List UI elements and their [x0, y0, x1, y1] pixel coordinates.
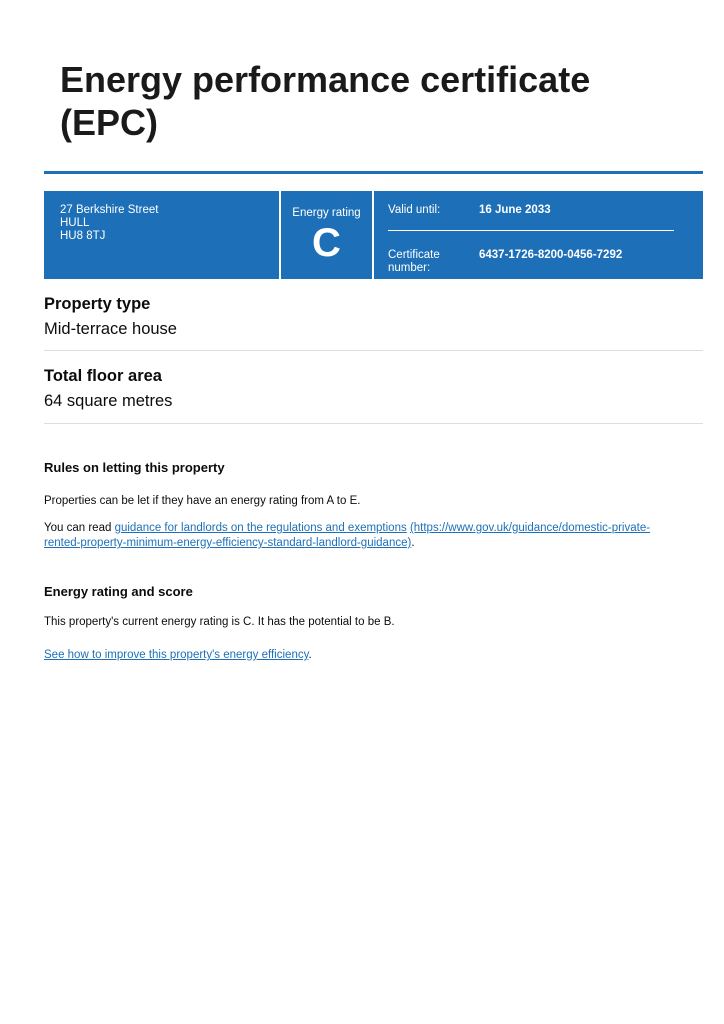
address-town: HULL	[60, 217, 90, 229]
certificate-number-value: 6437-1726-8200-0456-7292	[479, 249, 623, 261]
letting-rules-heading: Rules on letting this property	[44, 460, 225, 475]
guidance-paragraph	[44, 521, 684, 551]
property-type-value: Mid-terrace house	[44, 320, 177, 338]
landlord-guidance-link[interactable]: guidance for landlords on the regulations and exemptions	[114, 522, 407, 534]
guidance-prefix: You can read	[44, 522, 115, 534]
rating-score-heading: Energy rating and score	[44, 584, 193, 599]
rating-score-paragraph: This property's current energy rating is C. It has the potential to be B.	[44, 616, 395, 628]
floor-area-heading: Total floor area	[44, 367, 162, 385]
page-title: Energy performance certificate (EPC)	[60, 59, 591, 143]
improve-efficiency-link[interactable]: See how to improve this property's energy efficiency	[44, 649, 309, 661]
floor-area-section	[44, 366, 703, 411]
valid-until-label: Valid until:	[388, 204, 441, 216]
property-type-section	[44, 294, 703, 339]
guidance-suffix: .	[411, 537, 415, 549]
certificate-number-row	[388, 231, 674, 275]
improve-suffix: .	[308, 649, 312, 661]
letting-rules-paragraph: Properties can be let if they have an energy rating from A to E.	[44, 495, 361, 507]
letting-rules-section	[44, 460, 703, 551]
address-postcode: HU8 8TJ	[60, 230, 106, 242]
address-street: 27 Berkshire Street	[60, 204, 159, 216]
address-block	[44, 191, 279, 279]
title-rule	[44, 171, 703, 174]
certificate-number-label: Certificate number:	[388, 249, 440, 274]
property-type-heading: Property type	[44, 295, 151, 313]
section-divider	[44, 350, 703, 351]
energy-rating-label: Energy rating	[292, 207, 361, 219]
valid-until-row	[388, 204, 674, 231]
epc-summary-box	[44, 191, 703, 279]
energy-rating-letter: C	[312, 221, 341, 265]
valid-until-value: 16 June 2033	[479, 204, 551, 216]
section-divider	[44, 423, 703, 424]
landlord-guidance-url-link[interactable]: (https://www.gov.uk/guidance/domestic-private-rented-property-minimum-energy-efficiency-standard-landlord-guidance)	[44, 522, 651, 549]
rating-score-section	[44, 584, 703, 663]
improve-paragraph	[44, 648, 703, 663]
floor-area-value: 64 square metres	[44, 392, 173, 410]
certificate-details	[374, 191, 703, 279]
energy-rating-block	[279, 191, 374, 279]
